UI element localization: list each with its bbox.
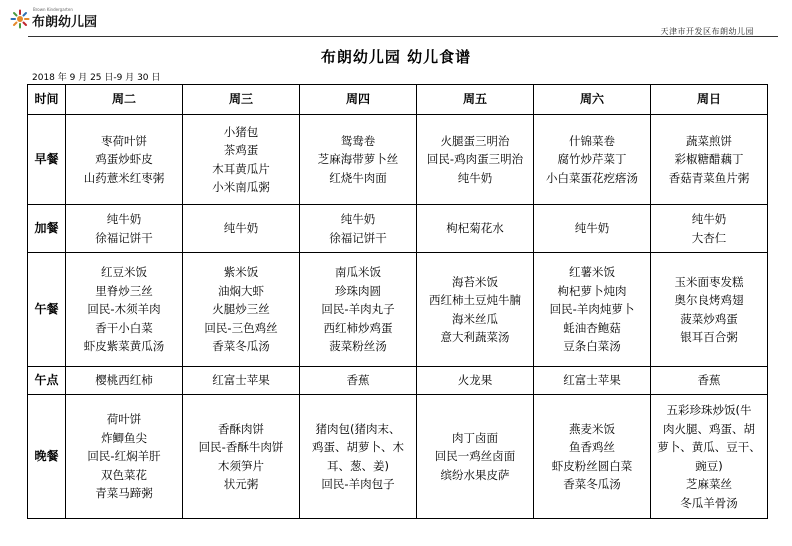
- menu-cell: [183, 367, 300, 395]
- date-range: 2018 年 9 月 25 日-9 月 30 日: [32, 73, 161, 83]
- dish-item: 炸鲫鱼尖: [101, 430, 147, 445]
- dish-item: 西红柿炒鸡蛋: [323, 320, 393, 335]
- dish-item: 奥尔良烤鸡翅: [674, 293, 744, 307]
- dish-item: 纯牛奶: [574, 221, 610, 236]
- corner-header: 时间: [28, 85, 66, 115]
- dish-item: 荷叶饼: [106, 412, 142, 427]
- dish-item: 银耳百合粥: [680, 330, 738, 344]
- table-row: [28, 367, 768, 395]
- dish-item: 虾皮紫菜黄瓜汤: [83, 339, 165, 354]
- menu-cell: [300, 367, 417, 395]
- dish-item: 回民-木须羊肉: [87, 302, 161, 317]
- logo-text: 布朗幼儿园: [32, 15, 98, 30]
- dish-item: 里脊炒三丝: [95, 283, 153, 298]
- dish-item: 虾皮粉丝圆白菜: [551, 458, 633, 473]
- menu-table: [27, 84, 768, 519]
- dish-item: 什锦菜卷: [569, 133, 615, 148]
- dish-item: 玉米面枣发糕: [674, 274, 744, 289]
- dish-item: 木须笋片: [218, 458, 264, 473]
- dish-item: 回民一鸡丝卤面: [434, 449, 516, 464]
- dish-item: 肉丁卤面: [452, 430, 498, 445]
- dish-item: 枸杞菊花水: [446, 221, 504, 236]
- logo-subtitle: Brown Kindergarten: [33, 7, 73, 12]
- dish-item: 回民-红焖羊肝: [87, 449, 161, 464]
- day-header: 周三: [183, 85, 300, 115]
- dish-item: 鸳鸯卷: [340, 133, 376, 148]
- dish-item: 萝卜、黄瓜、豆干、: [657, 440, 761, 454]
- dish-item: 香菇青菜鱼片粥: [668, 170, 750, 185]
- menu-cell: [534, 253, 651, 367]
- sun-logo-icon: [10, 9, 30, 29]
- dish-item: 木耳黄瓜片: [212, 161, 270, 176]
- dish-item: 燕麦米饭: [569, 421, 615, 436]
- dish-item: 耳、葱、姜): [327, 458, 389, 473]
- menu-cell: [66, 115, 183, 205]
- dish-item: 回民-羊肉丸子: [321, 302, 395, 317]
- menu-cell: [300, 205, 417, 253]
- menu-cell: [417, 395, 534, 519]
- dish-item: 海苔米饭: [452, 274, 498, 289]
- menu-cell: [534, 367, 651, 395]
- dish-item: 菠菜粉丝汤: [329, 339, 387, 354]
- dish-item: 芝麻菜丝: [686, 477, 732, 491]
- dish-item: 猪肉包(猪肉末、: [315, 421, 401, 436]
- menu-cell: [66, 253, 183, 367]
- dish-item: 豌豆): [695, 458, 723, 473]
- menu-cell: [300, 253, 417, 367]
- dish-item: 纯牛奶: [457, 170, 493, 185]
- dish-item: 回民-三色鸡丝: [204, 320, 278, 335]
- dish-item: 豆条白菜汤: [563, 339, 621, 354]
- dish-item: 香干小白菜: [95, 320, 153, 335]
- dish-item: 小猪包: [223, 124, 259, 139]
- menu-cell: [300, 115, 417, 205]
- menu-cell: [534, 395, 651, 519]
- dish-item: 海米丝瓜: [452, 311, 498, 326]
- dish-item: 回民-羊肉包子: [321, 477, 395, 491]
- menu-cell: [651, 367, 768, 395]
- dish-item: 纯牛奶: [223, 221, 259, 236]
- dish-item: 珍珠肉圆: [335, 283, 381, 298]
- header-divider: [28, 36, 778, 37]
- table-row: [28, 253, 768, 367]
- dish-item: 回民-香酥牛肉饼: [198, 440, 284, 454]
- day-header: 周六: [534, 85, 651, 115]
- dish-item: 大杏仁: [691, 230, 727, 245]
- dish-item: 状元粥: [223, 477, 259, 491]
- menu-cell: [183, 253, 300, 367]
- dish-item: 枸杞萝卜炖肉: [557, 283, 627, 298]
- dish-item: 缤纷水果皮萨: [440, 467, 510, 482]
- table-row: [28, 395, 768, 519]
- dish-item: 香菜冬瓜汤: [212, 339, 270, 354]
- day-header: 周日: [651, 85, 768, 115]
- menu-cell: [66, 395, 183, 519]
- dish-item: 五彩珍珠炒饭(牛: [666, 403, 752, 417]
- dish-item: 樱桃西红柿: [95, 373, 153, 388]
- table-row: [28, 205, 768, 253]
- dish-item: 彩椒糖醋藕丁: [674, 152, 744, 167]
- menu-cell: [534, 115, 651, 205]
- dish-item: 红豆米饭: [101, 265, 147, 280]
- menu-cell: [534, 205, 651, 253]
- menu-cell: [417, 115, 534, 205]
- day-header: 周五: [417, 85, 534, 115]
- dish-item: 火龙果: [457, 373, 493, 388]
- day-header: 周二: [66, 85, 183, 115]
- menu-cell: [183, 395, 300, 519]
- dish-item: 枣荷叶饼: [101, 133, 147, 148]
- dish-item: 肉火腿、鸡蛋、胡: [663, 421, 755, 436]
- dish-item: 菠菜炒鸡蛋: [680, 311, 738, 326]
- dish-item: 纯牛奶: [691, 212, 727, 226]
- menu-cell: [183, 115, 300, 205]
- meal-label: 午餐: [28, 253, 66, 367]
- meal-label: 加餐: [28, 205, 66, 253]
- meal-label: 早餐: [28, 115, 66, 205]
- menu-cell: [417, 205, 534, 253]
- dish-item: 蚝油杏鲍菇: [563, 320, 621, 335]
- dish-item: 鸡蛋、胡萝卜、木: [312, 440, 404, 454]
- dish-item: 香蕉: [346, 373, 370, 388]
- dish-item: 火腿蛋三明治: [440, 133, 510, 148]
- menu-cell: [651, 253, 768, 367]
- dish-item: 红富士苹果: [212, 373, 270, 388]
- dish-item: 山药薏米红枣粥: [83, 170, 165, 185]
- menu-cell: [66, 205, 183, 253]
- menu-cell: [66, 367, 183, 395]
- dish-item: 油焖大虾: [218, 283, 264, 298]
- dish-item: 小米南瓜粥: [212, 180, 270, 194]
- meal-label: 午点: [28, 367, 66, 395]
- dish-item: 冬瓜羊骨汤: [680, 495, 738, 510]
- dish-item: 香蕉: [697, 373, 721, 388]
- dish-item: 鱼香鸡丝: [569, 440, 615, 454]
- dish-item: 香菜冬瓜汤: [563, 477, 621, 491]
- dish-item: 青菜马蹄粥: [95, 486, 153, 501]
- table-header-row: [28, 85, 768, 115]
- menu-cell: [651, 115, 768, 205]
- dish-item: 西红柿土豆炖牛腩: [429, 293, 521, 307]
- dish-item: 香酥肉饼: [218, 421, 264, 436]
- table-row: [28, 115, 768, 205]
- dish-item: 芝麻海带萝卜丝: [317, 152, 399, 167]
- dish-item: 红薯米饭: [569, 265, 615, 280]
- menu-cell: [651, 395, 768, 519]
- dish-item: 鸡蛋炒虾皮: [95, 152, 153, 167]
- day-header: 周四: [300, 85, 417, 115]
- dish-item: 徐福记饼干: [95, 230, 153, 245]
- menu-cell: [651, 205, 768, 253]
- dish-item: 蔬菜煎饼: [686, 133, 732, 148]
- dish-item: 回民-鸡肉蛋三明治: [426, 152, 524, 167]
- kindergarten-logo: [10, 9, 130, 31]
- dish-item: 红烧牛肉面: [329, 170, 387, 185]
- dish-item: 红富士苹果: [563, 373, 621, 388]
- dish-item: 小白菜蛋花疙瘩汤: [546, 170, 638, 185]
- dish-item: 茶鸡蛋: [223, 143, 259, 157]
- dish-item: 紫米饭: [223, 265, 259, 280]
- dish-item: 火腿炒三丝: [212, 302, 270, 317]
- dish-item: 意大利蔬菜汤: [440, 330, 510, 344]
- dish-item: 纯牛奶: [340, 212, 376, 226]
- dish-item: 南瓜米饭: [335, 265, 381, 280]
- dish-item: 腐竹炒芹菜丁: [557, 152, 627, 167]
- meal-label: 晚餐: [28, 395, 66, 519]
- school-name: 天津市开发区布朗幼儿园: [660, 27, 754, 36]
- dish-item: 纯牛奶: [106, 212, 142, 226]
- page-title: 布朗幼儿园 幼儿食谱: [320, 48, 472, 66]
- dish-item: 徐福记饼干: [329, 230, 387, 245]
- menu-cell: [183, 205, 300, 253]
- menu-cell: [417, 253, 534, 367]
- menu-cell: [300, 395, 417, 519]
- dish-item: 回民-羊肉炖萝卜: [549, 302, 635, 317]
- dish-item: 双色菜花: [101, 467, 147, 482]
- menu-cell: [417, 367, 534, 395]
